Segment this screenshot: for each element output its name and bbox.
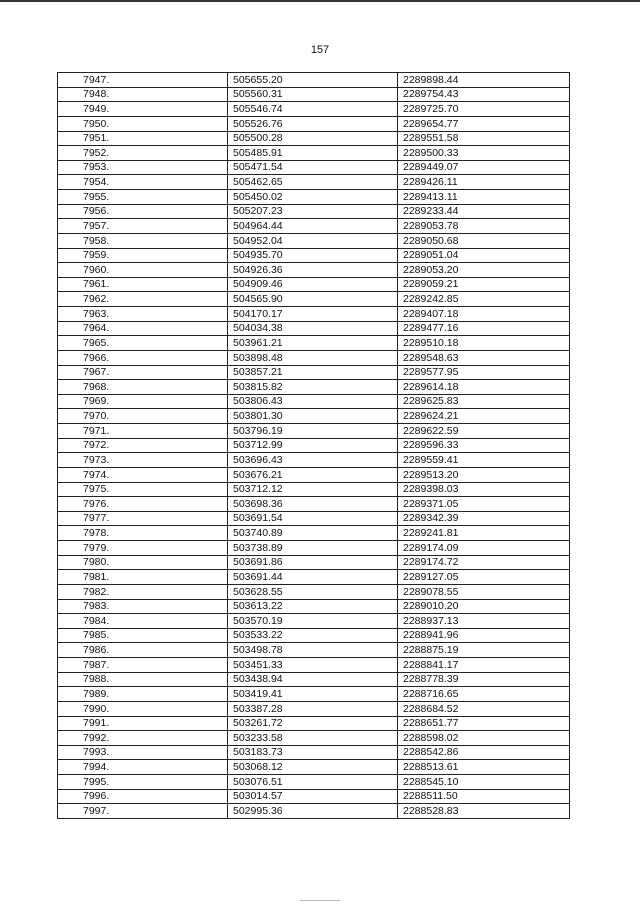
table-row: [58, 394, 570, 409]
point-number-cell: 7973.: [58, 453, 228, 468]
x-coordinate-cell: 505471.54: [228, 160, 398, 175]
x-coordinate-cell: 503451.33: [228, 658, 398, 673]
point-number-cell: 7961.: [58, 277, 228, 292]
x-coordinate-cell: 503014.57: [228, 789, 398, 804]
x-coordinate-cell: 505526.76: [228, 116, 398, 131]
table-row: [58, 599, 570, 614]
table-row: [58, 219, 570, 234]
x-coordinate-cell: 503387.28: [228, 701, 398, 716]
table-row: [58, 555, 570, 570]
y-coordinate-cell: 2288513.61: [398, 760, 570, 775]
point-number-cell: 7949.: [58, 102, 228, 117]
table-row: [58, 511, 570, 526]
table-row: [58, 263, 570, 278]
x-coordinate-cell: 505485.91: [228, 146, 398, 161]
x-coordinate-cell: 503183.73: [228, 745, 398, 760]
y-coordinate-cell: 2289622.59: [398, 424, 570, 439]
y-coordinate-cell: 2289174.09: [398, 541, 570, 556]
y-coordinate-cell: 2288598.02: [398, 731, 570, 746]
point-number-cell: 7996.: [58, 789, 228, 804]
x-coordinate-cell: 503815.82: [228, 380, 398, 395]
table-row: [58, 482, 570, 497]
x-coordinate-cell: 504170.17: [228, 307, 398, 322]
x-coordinate-cell: 503738.89: [228, 541, 398, 556]
y-coordinate-cell: 2288937.13: [398, 614, 570, 629]
table-row: [58, 73, 570, 88]
x-coordinate-cell: 504926.36: [228, 263, 398, 278]
point-number-cell: 7964.: [58, 321, 228, 336]
table-row: [58, 233, 570, 248]
x-coordinate-cell: 505450.02: [228, 190, 398, 205]
coordinates-table-body: [58, 73, 570, 819]
y-coordinate-cell: 2288778.39: [398, 672, 570, 687]
x-coordinate-cell: 504034.38: [228, 321, 398, 336]
page-top-edge: [0, 0, 640, 2]
page-number: 157: [310, 44, 330, 56]
table-row: [58, 424, 570, 439]
x-coordinate-cell: 505560.31: [228, 87, 398, 102]
x-coordinate-cell: 503438.94: [228, 672, 398, 687]
y-coordinate-cell: 2289127.05: [398, 570, 570, 585]
point-number-cell: 7980.: [58, 555, 228, 570]
x-coordinate-cell: 503898.48: [228, 350, 398, 365]
point-number-cell: 7954.: [58, 175, 228, 190]
table-row: [58, 336, 570, 351]
y-coordinate-cell: 2289725.70: [398, 102, 570, 117]
point-number-cell: 7975.: [58, 482, 228, 497]
table-row: [58, 497, 570, 512]
y-coordinate-cell: 2289898.44: [398, 73, 570, 88]
table-row: [58, 116, 570, 131]
x-coordinate-cell: 503628.55: [228, 584, 398, 599]
point-number-cell: 7968.: [58, 380, 228, 395]
x-coordinate-cell: 503419.41: [228, 687, 398, 702]
y-coordinate-cell: 2289078.55: [398, 584, 570, 599]
table-row: [58, 526, 570, 541]
table-row: [58, 614, 570, 629]
y-coordinate-cell: 2289398.03: [398, 482, 570, 497]
table-row: [58, 204, 570, 219]
point-number-cell: 7974.: [58, 467, 228, 482]
y-coordinate-cell: 2289625.83: [398, 394, 570, 409]
point-number-cell: 7997.: [58, 804, 228, 819]
y-coordinate-cell: 2289548.63: [398, 350, 570, 365]
table-row: [58, 775, 570, 790]
x-coordinate-cell: 503261.72: [228, 716, 398, 731]
x-coordinate-cell: 503613.22: [228, 599, 398, 614]
table-row: [58, 87, 570, 102]
table-row: [58, 292, 570, 307]
y-coordinate-cell: 2289510.18: [398, 336, 570, 351]
table-row: [58, 716, 570, 731]
y-coordinate-cell: 2289241.81: [398, 526, 570, 541]
x-coordinate-cell: 503712.12: [228, 482, 398, 497]
table-row: [58, 321, 570, 336]
point-number-cell: 7967.: [58, 365, 228, 380]
y-coordinate-cell: 2289233.44: [398, 204, 570, 219]
y-coordinate-cell: 2289477.16: [398, 321, 570, 336]
point-number-cell: 7957.: [58, 219, 228, 234]
point-number-cell: 7956.: [58, 204, 228, 219]
y-coordinate-cell: 2288875.19: [398, 643, 570, 658]
table-row: [58, 467, 570, 482]
point-number-cell: 7984.: [58, 614, 228, 629]
point-number-cell: 7976.: [58, 497, 228, 512]
table-row: [58, 628, 570, 643]
table-row: [58, 789, 570, 804]
x-coordinate-cell: 505462.65: [228, 175, 398, 190]
x-coordinate-cell: 503676.21: [228, 467, 398, 482]
x-coordinate-cell: 503233.58: [228, 731, 398, 746]
y-coordinate-cell: 2289371.05: [398, 497, 570, 512]
point-number-cell: 7947.: [58, 73, 228, 88]
table-row: [58, 804, 570, 819]
point-number-cell: 7959.: [58, 248, 228, 263]
point-number-cell: 7992.: [58, 731, 228, 746]
x-coordinate-cell: 504909.46: [228, 277, 398, 292]
point-number-cell: 7948.: [58, 87, 228, 102]
point-number-cell: 7966.: [58, 350, 228, 365]
y-coordinate-cell: 2289614.18: [398, 380, 570, 395]
x-coordinate-cell: 503691.44: [228, 570, 398, 585]
x-coordinate-cell: 503068.12: [228, 760, 398, 775]
y-coordinate-cell: 2289051.04: [398, 248, 570, 263]
point-number-cell: 7978.: [58, 526, 228, 541]
point-number-cell: 7972.: [58, 438, 228, 453]
y-coordinate-cell: 2288511.50: [398, 789, 570, 804]
y-coordinate-cell: 2289654.77: [398, 116, 570, 131]
point-number-cell: 7960.: [58, 263, 228, 278]
table-row: [58, 687, 570, 702]
x-coordinate-cell: 503533.22: [228, 628, 398, 643]
x-coordinate-cell: 504964.44: [228, 219, 398, 234]
y-coordinate-cell: 2289559.41: [398, 453, 570, 468]
y-coordinate-cell: 2289426.11: [398, 175, 570, 190]
point-number-cell: 7979.: [58, 541, 228, 556]
table-row: [58, 658, 570, 673]
y-coordinate-cell: 2288716.65: [398, 687, 570, 702]
point-number-cell: 7970.: [58, 409, 228, 424]
point-number-cell: 7955.: [58, 190, 228, 205]
y-coordinate-cell: 2289513.20: [398, 467, 570, 482]
x-coordinate-cell: 502995.36: [228, 804, 398, 819]
y-coordinate-cell: 2289551.58: [398, 131, 570, 146]
y-coordinate-cell: 2289059.21: [398, 277, 570, 292]
x-coordinate-cell: 503961.21: [228, 336, 398, 351]
x-coordinate-cell: 503801.30: [228, 409, 398, 424]
point-number-cell: 7977.: [58, 511, 228, 526]
x-coordinate-cell: 504565.90: [228, 292, 398, 307]
table-row: [58, 365, 570, 380]
y-coordinate-cell: 2288545.10: [398, 775, 570, 790]
table-row: [58, 146, 570, 161]
table-row: [58, 760, 570, 775]
table-row: [58, 190, 570, 205]
table-row: [58, 307, 570, 322]
table-row: [58, 160, 570, 175]
table-row: [58, 248, 570, 263]
point-number-cell: 7994.: [58, 760, 228, 775]
table-row: [58, 672, 570, 687]
point-number-cell: 7958.: [58, 233, 228, 248]
y-coordinate-cell: 2289342.39: [398, 511, 570, 526]
y-coordinate-cell: 2289010.20: [398, 599, 570, 614]
y-coordinate-cell: 2289596.33: [398, 438, 570, 453]
scan-artifact: [300, 900, 340, 901]
x-coordinate-cell: 504952.04: [228, 233, 398, 248]
point-number-cell: 7995.: [58, 775, 228, 790]
y-coordinate-cell: 2289754.43: [398, 87, 570, 102]
point-number-cell: 7991.: [58, 716, 228, 731]
table-row: [58, 102, 570, 117]
point-number-cell: 7985.: [58, 628, 228, 643]
y-coordinate-cell: 2289053.20: [398, 263, 570, 278]
y-coordinate-cell: 2288841.17: [398, 658, 570, 673]
table-row: [58, 350, 570, 365]
x-coordinate-cell: 503806.43: [228, 394, 398, 409]
y-coordinate-cell: 2288941.96: [398, 628, 570, 643]
x-coordinate-cell: 503570.19: [228, 614, 398, 629]
x-coordinate-cell: 505500.28: [228, 131, 398, 146]
table-row: [58, 409, 570, 424]
y-coordinate-cell: 2289577.95: [398, 365, 570, 380]
table-row: [58, 175, 570, 190]
point-number-cell: 7981.: [58, 570, 228, 585]
table-row: [58, 277, 570, 292]
x-coordinate-cell: 503740.89: [228, 526, 398, 541]
point-number-cell: 7988.: [58, 672, 228, 687]
x-coordinate-cell: 503691.86: [228, 555, 398, 570]
point-number-cell: 7990.: [58, 701, 228, 716]
point-number-cell: 7953.: [58, 160, 228, 175]
point-number-cell: 7969.: [58, 394, 228, 409]
x-coordinate-cell: 505546.74: [228, 102, 398, 117]
x-coordinate-cell: 504935.70: [228, 248, 398, 263]
table-row: [58, 438, 570, 453]
y-coordinate-cell: 2289242.85: [398, 292, 570, 307]
point-number-cell: 7950.: [58, 116, 228, 131]
y-coordinate-cell: 2288528.83: [398, 804, 570, 819]
x-coordinate-cell: 503857.21: [228, 365, 398, 380]
point-number-cell: 7962.: [58, 292, 228, 307]
y-coordinate-cell: 2289624.21: [398, 409, 570, 424]
x-coordinate-cell: 503712.99: [228, 438, 398, 453]
x-coordinate-cell: 503796.19: [228, 424, 398, 439]
point-number-cell: 7965.: [58, 336, 228, 351]
x-coordinate-cell: 503698.36: [228, 497, 398, 512]
table-row: [58, 701, 570, 716]
x-coordinate-cell: 503696.43: [228, 453, 398, 468]
y-coordinate-cell: 2289413.11: [398, 190, 570, 205]
y-coordinate-cell: 2289449.07: [398, 160, 570, 175]
table-row: [58, 541, 570, 556]
y-coordinate-cell: 2289174.72: [398, 555, 570, 570]
table-row: [58, 643, 570, 658]
point-number-cell: 7993.: [58, 745, 228, 760]
table-row: [58, 584, 570, 599]
x-coordinate-cell: 503691.54: [228, 511, 398, 526]
point-number-cell: 7989.: [58, 687, 228, 702]
y-coordinate-cell: 2288651.77: [398, 716, 570, 731]
y-coordinate-cell: 2289053.78: [398, 219, 570, 234]
point-number-cell: 7986.: [58, 643, 228, 658]
y-coordinate-cell: 2288542.86: [398, 745, 570, 760]
y-coordinate-cell: 2289500.33: [398, 146, 570, 161]
point-number-cell: 7952.: [58, 146, 228, 161]
y-coordinate-cell: 2289407.18: [398, 307, 570, 322]
point-number-cell: 7987.: [58, 658, 228, 673]
y-coordinate-cell: 2289050.68: [398, 233, 570, 248]
x-coordinate-cell: 505655.20: [228, 73, 398, 88]
table-row: [58, 731, 570, 746]
coordinates-table: [57, 72, 570, 819]
x-coordinate-cell: 503498.78: [228, 643, 398, 658]
table-row: [58, 745, 570, 760]
point-number-cell: 7971.: [58, 424, 228, 439]
table-row: [58, 131, 570, 146]
point-number-cell: 7983.: [58, 599, 228, 614]
y-coordinate-cell: 2288684.52: [398, 701, 570, 716]
table-row: [58, 453, 570, 468]
x-coordinate-cell: 503076.51: [228, 775, 398, 790]
x-coordinate-cell: 505207.23: [228, 204, 398, 219]
point-number-cell: 7951.: [58, 131, 228, 146]
point-number-cell: 7982.: [58, 584, 228, 599]
table-row: [58, 380, 570, 395]
table-row: [58, 570, 570, 585]
point-number-cell: 7963.: [58, 307, 228, 322]
